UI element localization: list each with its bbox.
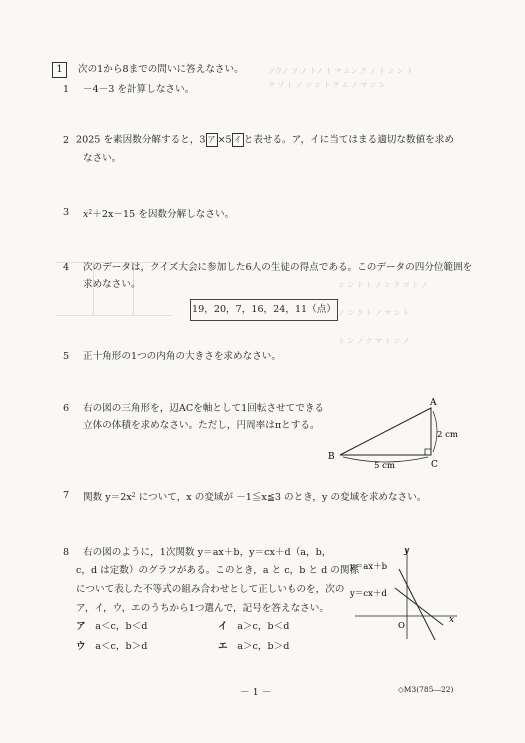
instruction: 次の1から8までの問いに答えなさい。: [78, 64, 244, 75]
x-axis-label: x: [449, 615, 455, 625]
answer-box-a: ア: [206, 133, 218, 147]
data-box: 19，20，7，16，24，11（点）: [190, 299, 338, 321]
q7-exponent: 2: [131, 492, 136, 499]
q3-number: 3: [63, 207, 70, 218]
q8-line4: ア，イ，ウ，エのうちから1つ選んで，記号を答えなさい。: [76, 603, 329, 614]
q4-line1: 次のデータは，クイズ大会に参加した6人の生徒の得点である。このデータの四分位範囲を: [83, 262, 473, 273]
q2-number: 2: [63, 135, 70, 146]
label-b: B: [328, 452, 335, 462]
equation-cx-d: y＝cx＋d: [350, 589, 387, 599]
length-ac: 2 cm: [437, 430, 458, 440]
q6-number: 6: [63, 403, 70, 414]
bleed-through-text: ク ソ ト ノ ツ ン ト ク ム ノ マ ン ン: [268, 81, 386, 89]
q8-number: 8: [63, 547, 70, 558]
q3-terms: ＋2x－15: [92, 209, 136, 220]
q1-text: －4－3 を計算しなさい。: [83, 84, 195, 95]
triangle-figure: [325, 395, 475, 470]
label-a: A: [430, 398, 437, 408]
answer-box-b: イ: [232, 133, 244, 147]
question-number-box: 1: [52, 62, 67, 78]
length-bc: 5 cm: [374, 461, 395, 470]
option-a-label: ア: [76, 621, 86, 632]
q4-number: 4: [63, 262, 70, 273]
q3-tail: を因数分解しなさい。: [138, 209, 235, 220]
q2-text-a: 2025 を素因数分解すると，3: [76, 134, 206, 146]
option-d[interactable]: [218, 640, 289, 653]
option-c-text: a＜c，b＞d: [95, 641, 148, 652]
option-a[interactable]: [76, 620, 147, 633]
right-angle-mark: [425, 449, 431, 455]
bleed-through-text: ノ ン ク ト ノ マ ン ト: [338, 309, 410, 317]
q2-line2: なさい。: [83, 153, 122, 164]
option-b[interactable]: [218, 620, 289, 633]
q6-line1: 右の図の三角形を，辺ACを軸として1回転させてできる: [83, 403, 325, 414]
option-b-text: a＞c，b＜d: [237, 621, 290, 632]
q5-number: 5: [63, 351, 70, 362]
q8-line2: c，d は定数）のグラフがある。このとき，a と c，b と d の関係: [76, 565, 360, 576]
q4-line2: 求めなさい。: [83, 279, 141, 290]
q3-exponent: 2: [88, 209, 93, 216]
option-b-label: イ: [218, 621, 228, 632]
q1-number: 1: [63, 84, 70, 95]
label-c: C: [431, 460, 438, 470]
line-cx-d: [395, 588, 443, 625]
option-a-text: a＜c，b＜d: [95, 621, 148, 632]
triangle-abc: [340, 408, 431, 455]
option-c-label: ウ: [76, 641, 86, 652]
option-d-text: a＞c，b＞d: [237, 641, 290, 652]
q7-text-a: 関数 y＝2x: [83, 492, 132, 503]
y-axis-label: y: [404, 546, 410, 556]
page-number: － 1 －: [240, 687, 272, 698]
equation-ax-b: y＝ax＋b: [350, 562, 388, 572]
q7-text-b: について，x の変域が －1≦x≦3 のとき，y の変域を求めなさい。: [135, 492, 427, 503]
q3-var: x: [83, 209, 89, 220]
q8-line3: について表した不等式の組み合わせとして正しいものを，次の: [76, 584, 345, 595]
bleed-through-text: ト ン ノ ク マ ト ン ノ: [338, 337, 410, 345]
exam-code: ◇M3(785―22): [398, 685, 454, 694]
q6-line2: 立体の体積を求めなさい。ただし，円周率はπとする。: [83, 420, 320, 431]
q3-expression: [83, 206, 234, 221]
linear-graph: [345, 543, 460, 643]
option-d-label: エ: [218, 641, 228, 652]
q2-times: ×5: [217, 134, 232, 146]
q8-line1: 右の図のように，1次関数 y＝ax＋b，y＝cx＋d（a，b，: [83, 547, 332, 558]
q7-number: 7: [63, 490, 70, 501]
origin-label: O: [398, 621, 405, 631]
bleed-through-text: ソウノ ツ ノ トノ ト マ ムン ク ノ ト ン ン ト: [268, 67, 414, 75]
q2-text-b: と表せる。ア，イに当てはまる適切な数値を求め: [243, 134, 454, 146]
q7-text: [83, 489, 426, 504]
q5-text: 正十角形の1つの内角の大きさを求めなさい。: [83, 351, 281, 362]
bleed-through-text: ン ン ト ト ノ ン ク マ ト ノ: [338, 281, 429, 289]
option-c[interactable]: [76, 640, 147, 653]
q2-line1: [76, 133, 454, 147]
